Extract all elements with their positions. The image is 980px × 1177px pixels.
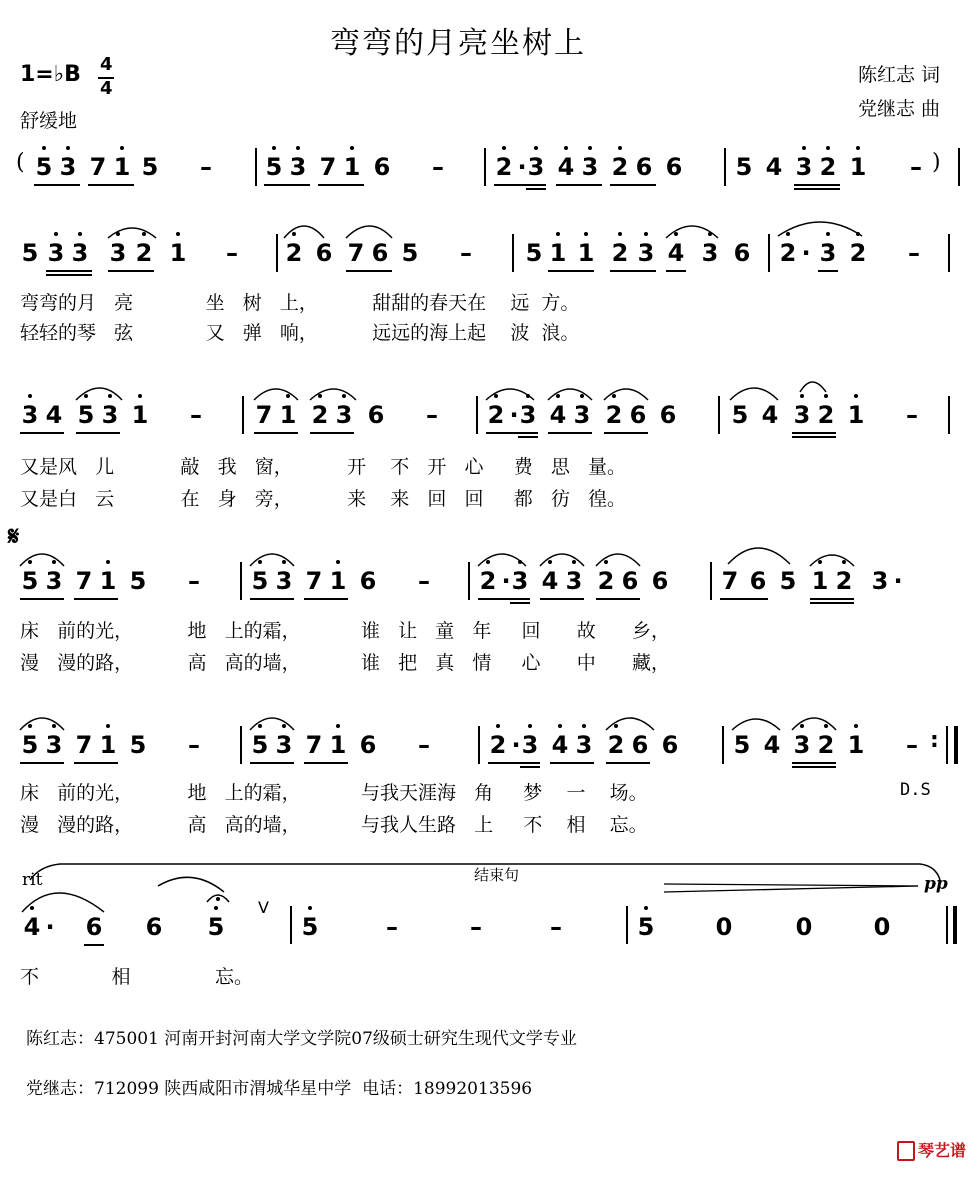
note-digit: 3 [701, 239, 719, 267]
sustain-dash: – [190, 401, 202, 429]
note-digit: 2 [489, 731, 507, 759]
note-digit: 6 [367, 401, 385, 429]
note-digit: 6 [145, 913, 163, 941]
lyric-row-4a: 床 前的光， 地 上的霜， 谁 让 童 年 回 故 乡， [20, 620, 671, 642]
note-digit: 3 [45, 731, 63, 759]
dynamic-pp: pp [924, 874, 948, 894]
note-digit: 5 [525, 239, 543, 267]
note-digit: 4 [765, 153, 783, 181]
rit-marking: rit [22, 870, 43, 890]
note-digit: 5 [731, 401, 749, 429]
note-digit: 1 [169, 239, 187, 267]
sustain-dash: – [910, 153, 922, 181]
note-digit: 4 [549, 401, 567, 429]
note-digit: 2 [597, 567, 615, 595]
note-digit: 5 [735, 153, 753, 181]
note-digit: 1 [343, 153, 361, 181]
note-digit: 5 [129, 567, 147, 595]
note-digit: 4 [541, 567, 559, 595]
note-digit: 2 [817, 401, 835, 429]
note-digit: 5 [251, 567, 269, 595]
note-digit: 2 [817, 731, 835, 759]
note-digit: 5 [35, 153, 53, 181]
note-digit: 7 [75, 567, 93, 595]
note-digit: 5 [301, 913, 319, 941]
note-digit: 6 [659, 401, 677, 429]
note-digit: 6 [661, 731, 679, 759]
note-digit: 1 [847, 401, 865, 429]
note-digit: 3 [575, 731, 593, 759]
lyricist-credit: 陈红志 词 [858, 64, 941, 86]
note-digit: 6 [665, 153, 683, 181]
note-digit: 6 [621, 567, 639, 595]
note-digit: 5 [779, 567, 797, 595]
breath-mark: V [258, 898, 269, 917]
note-digit: 1 [811, 567, 829, 595]
logo-icon [897, 1141, 915, 1161]
lyric-row-2a: 弯弯的月 亮 坐 树 上， 甜甜的春天在 远 方。 [20, 292, 580, 314]
note-digit: 3 [581, 153, 599, 181]
note-digit: 5 [21, 567, 39, 595]
note-digit: 3 [289, 153, 307, 181]
note-digit: 6 [733, 239, 751, 267]
note-digit: 1 [99, 567, 117, 595]
augmentation-dot: · [45, 913, 55, 941]
note-digit: 7 [305, 567, 323, 595]
footer-lyricist-contact: 陈红志：475001 河南开封河南大学文学院07级硕士研究生现代文学专业 [26, 1029, 577, 1049]
note-digit: 2 [849, 239, 867, 267]
note-digit: 5 [21, 239, 39, 267]
note-digit: 4 [551, 731, 569, 759]
note-digit: 5 [265, 153, 283, 181]
sustain-dash: – [418, 567, 430, 595]
lyric-row-3a: 又是风 儿 敲 我 窗， 开 不 开 心 费 思 量。 [20, 456, 626, 478]
sustain-dash: – [550, 913, 562, 941]
sustain-dash: – [426, 401, 438, 429]
note-digit: 2 [835, 567, 853, 595]
note-digit: 6 [359, 731, 377, 759]
sustain-dash: – [188, 731, 200, 759]
lyric-row-5a: 床 前的光， 地 上的霜， 与我天涯海 角 梦 一 场。 [20, 782, 648, 804]
end-phrase-label: 结束句 [474, 866, 520, 884]
note-digit: 4 [761, 401, 779, 429]
note-digit: 2 [605, 401, 623, 429]
note-digit: 6 [629, 401, 647, 429]
lyric-row-6: 不 相 忘。 [20, 966, 254, 988]
note-digit: 6 [315, 239, 333, 267]
note-digit: 7 [319, 153, 337, 181]
note-digit: 3 [109, 239, 127, 267]
close-paren: ) [932, 150, 941, 175]
note-digit: 5 [129, 731, 147, 759]
lyric-row-3b: 又是白 云 在 身 旁， 来 来 回 回 都 彷 徨。 [20, 488, 626, 510]
note-digit: 1 [99, 731, 117, 759]
note-digit: 3 [573, 401, 591, 429]
note-digit: 2 [311, 401, 329, 429]
note-digit: 1 [549, 239, 567, 267]
key-signature: 1=♭B [20, 62, 81, 87]
note-digit: 1 [329, 567, 347, 595]
note-digit: 0 [795, 913, 813, 941]
note-digit: 6 [749, 567, 767, 595]
augmentation-dot: · [801, 239, 811, 267]
sustain-dash: – [470, 913, 482, 941]
note-digit: 7 [75, 731, 93, 759]
lyric-row-2b: 轻轻的琴 弦 又 弹 响， 远远的海上起 波 浪。 [20, 322, 580, 344]
note-digit: 4 [557, 153, 575, 181]
time-signature-top: 4 [100, 54, 113, 75]
note-digit: 1 [329, 731, 347, 759]
note-digit: 3 [521, 731, 539, 759]
note-digit: 0 [715, 913, 733, 941]
lyric-row-5b: 漫 漫的路， 高 高的墙， 与我人生路 上 不 相 忘。 [20, 814, 648, 836]
note-digit: 2 [819, 153, 837, 181]
augmentation-dot: · [509, 401, 519, 429]
note-digit: 7 [721, 567, 739, 595]
sustain-dash: – [432, 153, 444, 181]
note-digit: 3 [45, 567, 63, 595]
note-digit: 4 [763, 731, 781, 759]
composer-credit: 党继志 曲 [858, 98, 941, 120]
sustain-dash: – [906, 401, 918, 429]
note-digit: 2 [479, 567, 497, 595]
note-digit: 2 [607, 731, 625, 759]
note-digit: 1 [849, 153, 867, 181]
note-digit: 2 [495, 153, 513, 181]
note-digit: 3 [819, 239, 837, 267]
note-digit: 5 [637, 913, 655, 941]
note-digit: 6 [85, 913, 103, 941]
note-digit: 5 [21, 731, 39, 759]
note-digit: 3 [527, 153, 545, 181]
note-digit: 2 [611, 153, 629, 181]
note-digit: 2 [285, 239, 303, 267]
note-digit: 5 [251, 731, 269, 759]
sustain-dash: – [908, 239, 920, 267]
note-digit: 5 [141, 153, 159, 181]
note-digit: 1 [113, 153, 131, 181]
sustain-dash: – [906, 731, 918, 759]
note-digit: 3 [59, 153, 77, 181]
lyric-row-4b: 漫 漫的路， 高 高的墙， 谁 把 真 情 心 中 藏， [20, 652, 671, 674]
note-digit: 3 [275, 567, 293, 595]
note-digit: 7 [347, 239, 365, 267]
note-digit: 7 [305, 731, 323, 759]
sustain-dash: – [226, 239, 238, 267]
sustain-dash: – [200, 153, 212, 181]
repeat-dots: : [930, 728, 939, 753]
note-digit: 3 [565, 567, 583, 595]
sustain-dash: – [386, 913, 398, 941]
note-digit: 3 [793, 731, 811, 759]
note-digit: 5 [77, 401, 95, 429]
site-logo: 琴艺谱 [897, 1138, 966, 1162]
note-digit: 3 [795, 153, 813, 181]
note-digit: 5 [733, 731, 751, 759]
note-digit: 3 [871, 567, 889, 595]
augmentation-dot: · [893, 567, 903, 595]
augmentation-dot: · [501, 567, 511, 595]
sustain-dash: – [188, 567, 200, 595]
note-digit: 4 [23, 913, 41, 941]
note-digit: 4 [45, 401, 63, 429]
note-digit: 6 [635, 153, 653, 181]
note-digit: 7 [89, 153, 107, 181]
note-digit: 3 [21, 401, 39, 429]
note-digit: 2 [135, 239, 153, 267]
note-digit: 3 [511, 567, 529, 595]
note-digit: 2 [611, 239, 629, 267]
sustain-dash: – [418, 731, 430, 759]
note-digit: 7 [255, 401, 273, 429]
open-paren: ( [16, 150, 25, 175]
note-digit: 6 [631, 731, 649, 759]
note-digit: 3 [47, 239, 65, 267]
note-digit: 3 [519, 401, 537, 429]
time-signature-bottom: 4 [100, 78, 113, 99]
note-digit: 0 [873, 913, 891, 941]
note-digit: 1 [577, 239, 595, 267]
note-digit: 3 [793, 401, 811, 429]
note-digit: 1 [847, 731, 865, 759]
sustain-dash: – [460, 239, 472, 267]
note-digit: 6 [371, 239, 389, 267]
footer-composer-contact: 党继志：712099 陕西咸阳市渭城华星中学 电话：18992013596 [26, 1079, 533, 1099]
note-digit: 3 [71, 239, 89, 267]
dal-segno: D.S [900, 780, 931, 800]
note-digit: 6 [373, 153, 391, 181]
note-digit: 3 [101, 401, 119, 429]
note-digit: 5 [401, 239, 419, 267]
note-digit: 4 [667, 239, 685, 267]
augmentation-dot: · [511, 731, 521, 759]
augmentation-dot: · [517, 153, 527, 181]
note-digit: 3 [637, 239, 655, 267]
note-digit: 1 [279, 401, 297, 429]
note-digit: 2 [487, 401, 505, 429]
page-title: 弯弯的月亮坐树上 [330, 26, 586, 61]
note-digit: 3 [275, 731, 293, 759]
segno-sign: 𝄋 [8, 522, 20, 552]
note-digit: 6 [359, 567, 377, 595]
note-digit: 5 [207, 913, 225, 941]
note-digit: 2 [779, 239, 797, 267]
note-digit: 6 [651, 567, 669, 595]
note-digit: 1 [131, 401, 149, 429]
tempo-marking: 舒缓地 [20, 110, 78, 132]
note-digit: 3 [335, 401, 353, 429]
